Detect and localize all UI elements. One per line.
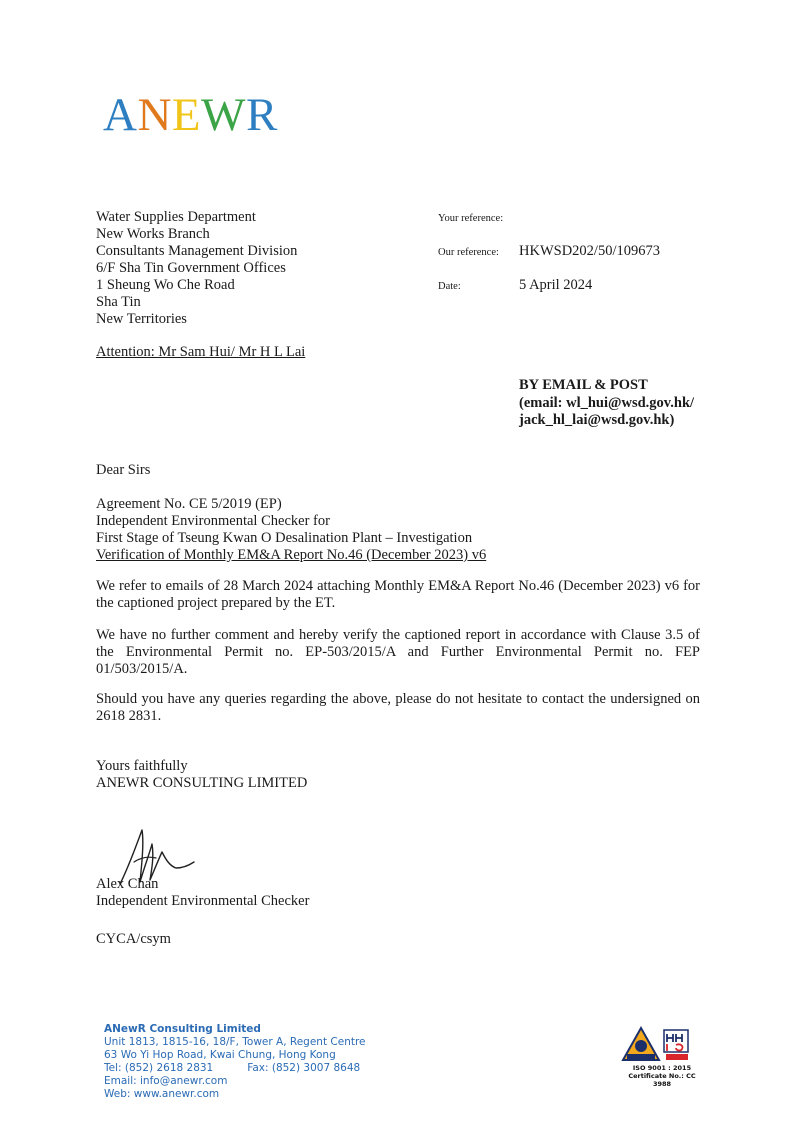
signatory-title: Independent Environmental Checker — [96, 893, 310, 909]
certification-mark-icon — [620, 1024, 710, 1064]
footer-company-name: ANewR Consulting Limited — [104, 1023, 261, 1035]
logo-letter-e: E — [171, 89, 202, 141]
address-line: Water Supplies Department — [96, 209, 256, 225]
footer-web[interactable]: Web: www.anewr.com — [104, 1088, 220, 1100]
footer-address-line: Unit 1813, 1815-16, 18/F, Tower A, Regent Centre — [104, 1036, 366, 1048]
footer-contact — [104, 1023, 366, 1101]
signatory-block — [96, 876, 309, 910]
recipient-address — [96, 209, 297, 328]
footer-fax: Fax: (852) 3007 8648 — [247, 1062, 361, 1074]
closing-block — [96, 758, 307, 792]
address-line: New Territories — [96, 311, 187, 327]
salutation: Dear Sirs — [96, 462, 151, 478]
your-reference-label: Your reference: — [438, 213, 504, 224]
date-value: 5 April 2024 — [519, 277, 593, 293]
body-paragraph-2: We have no further comment and hereby verify the captioned report in accordance with Clause 3.5 of the Environmental Permit no. EP-503/2015/A and Further Environmental Permit no. FEP 01/503/2015/A. — [96, 627, 700, 677]
iso-certification — [620, 1024, 720, 1088]
address-line: New Works Branch — [96, 226, 210, 242]
address-line: 6/F Sha Tin Government Offices — [96, 260, 286, 276]
subject-line: Agreement No. CE 5/2019 (EP) — [96, 496, 282, 512]
iso-standard: ISO 9001 : 2015 — [632, 1064, 692, 1072]
footer-tel: Tel: (852) 2618 2831 — [104, 1062, 214, 1074]
logo-letter-n: N — [137, 89, 172, 141]
logo-letter-r: R — [246, 89, 278, 141]
your-reference-row — [438, 208, 519, 226]
closing-line: Yours faithfully — [96, 758, 188, 774]
date-row — [438, 276, 592, 294]
logo-letter-w: W — [201, 89, 246, 141]
footer-email[interactable]: Email: info@anewr.com — [104, 1075, 228, 1087]
signatory-name: Alex Chan — [96, 876, 159, 892]
subject-block — [96, 496, 486, 564]
delivery-method — [519, 377, 694, 430]
body-paragraph-1: We refer to emails of 28 March 2024 attaching Monthly EM&A Report No.46 (December 2023) v6 for the captioned project prepared by the ET. — [96, 578, 700, 611]
subject-line: Independent Environmental Checker for — [96, 513, 330, 529]
footer-phone-row — [104, 1062, 366, 1075]
our-reference-row — [438, 242, 660, 260]
reference-initials: CYCA/csym — [96, 931, 171, 947]
delivery-email-line: (email: wl_hui@wsd.gov.hk/ — [519, 394, 695, 411]
company-logo — [103, 89, 278, 141]
logo-letter-a: A — [103, 89, 138, 141]
attention-line: Attention: Mr Sam Hui/ Mr H L Lai — [96, 344, 306, 360]
certification-text — [620, 1064, 704, 1088]
address-line: Sha Tin — [96, 294, 141, 310]
subject-line: First Stage of Tseung Kwan O Desalination Plant – Investigation — [96, 530, 473, 546]
company-name: ANEWR CONSULTING LIMITED — [96, 775, 308, 791]
footer-address-line: 63 Wo Yi Hop Road, Kwai Chung, Hong Kong — [104, 1049, 336, 1061]
date-label: Date: — [438, 281, 461, 292]
our-reference-label: Our reference: — [438, 247, 499, 258]
body-paragraph-3: Should you have any queries regarding the above, please do not hesitate to contact the undersigned on 2618 2831. — [96, 691, 700, 724]
our-reference-value: HKWSD202/50/109673 — [519, 243, 660, 259]
subject-title: Verification of Monthly EM&A Report No.46 (December 2023) v6 — [96, 547, 487, 563]
address-line: 1 Sheung Wo Che Road — [96, 277, 235, 293]
certificate-number: Certificate No.: CC 3988 — [628, 1072, 696, 1088]
address-line: Consultants Management Division — [96, 243, 298, 259]
delivery-line: BY EMAIL & POST — [519, 377, 648, 393]
delivery-email-line: jack_hl_lai@wsd.gov.hk) — [519, 412, 675, 428]
